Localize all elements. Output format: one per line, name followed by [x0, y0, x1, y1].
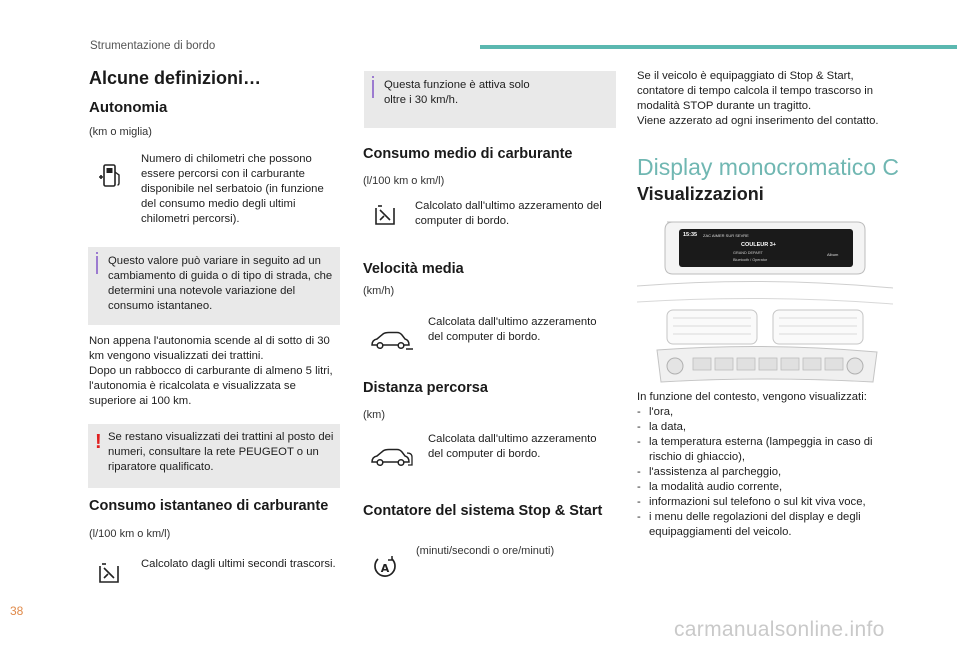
display-section-title: Display monocromatico C — [637, 154, 900, 180]
autonomia-info-text: Questo valore può variare in seguito ad un cambiamento di guida o di tipo di strada, che determini una notevole variazione del consumo istantaneo. — [108, 255, 333, 312]
screen-line1: ZAC AIMER SUR SEVRE — [703, 233, 749, 238]
screen-sub: GRAND DEPART — [733, 251, 763, 255]
velocita-media-heading: Velocità media — [363, 261, 464, 277]
running-header: Strumentazione di bordo — [90, 40, 216, 52]
list-item: - l'assistenza al parcheggio, — [637, 465, 899, 480]
watermark: carmanualsonline.info — [674, 618, 885, 641]
dashboard-illustration — [637, 218, 893, 386]
autonomia-info-box — [88, 247, 340, 325]
header-accent-bar — [480, 45, 957, 49]
list-item: - l'ora, — [637, 405, 899, 420]
display-info-list — [637, 405, 899, 540]
stop-start-unit: (minuti/secondi o ore/minuti) — [416, 545, 555, 557]
fuel-pump-icon — [98, 163, 122, 189]
warning-icon: ! — [95, 431, 102, 453]
distanza-description: Calcolata dall'ultimo azzeramento del computer di bordo. — [428, 433, 597, 460]
consumo-istantaneo-heading: Consumo istantaneo di carburante — [89, 498, 329, 514]
list-intro: In funzione del contesto, vengono visualizzati: — [637, 391, 867, 403]
warning-box — [88, 424, 340, 488]
info-icon — [96, 256, 98, 274]
list-item: - la modalità audio corrente, — [637, 480, 899, 495]
svg-text:A: A — [380, 562, 390, 575]
list-item: - la temperatura esterna (lampeggia in caso di rischio di ghiaccio), — [637, 435, 899, 465]
page-number: 38 — [10, 604, 24, 618]
velocita-media-unit: (km/h) — [363, 285, 395, 297]
speed-info-box — [364, 71, 616, 128]
screen-time: 15:35 — [683, 232, 698, 238]
consumo-istantaneo-unit: (l/100 km o km/l) — [89, 528, 171, 540]
distanza-heading: Distanza percorsa — [363, 380, 488, 396]
average-consumption-icon — [374, 204, 396, 226]
autonomia-heading: Autonomia — [89, 99, 168, 116]
list-item: - la data, — [637, 420, 899, 435]
warning-text: Se restano visualizzati dei trattini al posto dei numeri, consultare la rete PEUGEOT o un riparatore qualificato. — [108, 431, 334, 473]
consumo-medio-description: Calcolato dall'ultimo azzeramento del computer di bordo. — [415, 200, 602, 227]
autonomia-unit: (km o miglia) — [89, 126, 152, 138]
autonomia-description: Numero di chilometri che possono essere percorsi con il carburante disponibile nel serbatoio (in funzione del consumo medio degli ultimi chilometri percorsi). — [141, 153, 324, 225]
stop-start-icon — [372, 554, 398, 580]
consumption-gauge-icon — [98, 562, 120, 584]
consumo-medio-heading: Consumo medio di carburante — [363, 146, 573, 162]
info-icon — [372, 80, 374, 98]
visualizzazioni-heading: Visualizzazioni — [637, 184, 764, 204]
speed-info-text: Questa funzione è attiva solo oltre i 30 km/h. — [384, 79, 530, 106]
stop-start-intro: Se il veicolo è equipaggiato di Stop & Start, contatore di tempo calcola il tempo trascorso in modalità STOP durante un tragitto. Viene azzerato ad ogni inserimento del contatto. — [637, 70, 879, 127]
list-item: - informazioni sul telefono o sul kit viva voce, — [637, 495, 899, 510]
list-item: - i menu delle regolazioni del display e degli equipaggiamenti del veicolo. — [637, 510, 899, 540]
screen-right: Album — [827, 252, 839, 257]
autonomia-paragraph: Non appena l'autonomia scende al di sotto di 30 km vengono visualizzati dei trattini. Dopo un rabbocco di carburante di almeno 5 litri, l'autonomia è ricalcolata e visualizzata se superiore ai 100 km. — [89, 335, 333, 407]
consumo-istantaneo-description: Calcolato dagli ultimi secondi trascorsi. — [141, 558, 336, 570]
page-title: Alcune definizioni… — [89, 68, 262, 88]
car-distance-icon — [369, 447, 415, 469]
screen-bottom: Bluetooth / Operator — [733, 258, 768, 262]
car-speed-icon — [369, 330, 415, 352]
screen-main: COULEUR 3+ — [741, 242, 776, 248]
stop-start-heading: Contatore del sistema Stop & Start — [363, 503, 603, 519]
distanza-unit: (km) — [363, 409, 385, 421]
velocita-media-description: Calcolata dall'ultimo azzeramento del computer di bordo. — [428, 316, 597, 343]
consumo-medio-unit: (l/100 km o km/l) — [363, 175, 445, 187]
